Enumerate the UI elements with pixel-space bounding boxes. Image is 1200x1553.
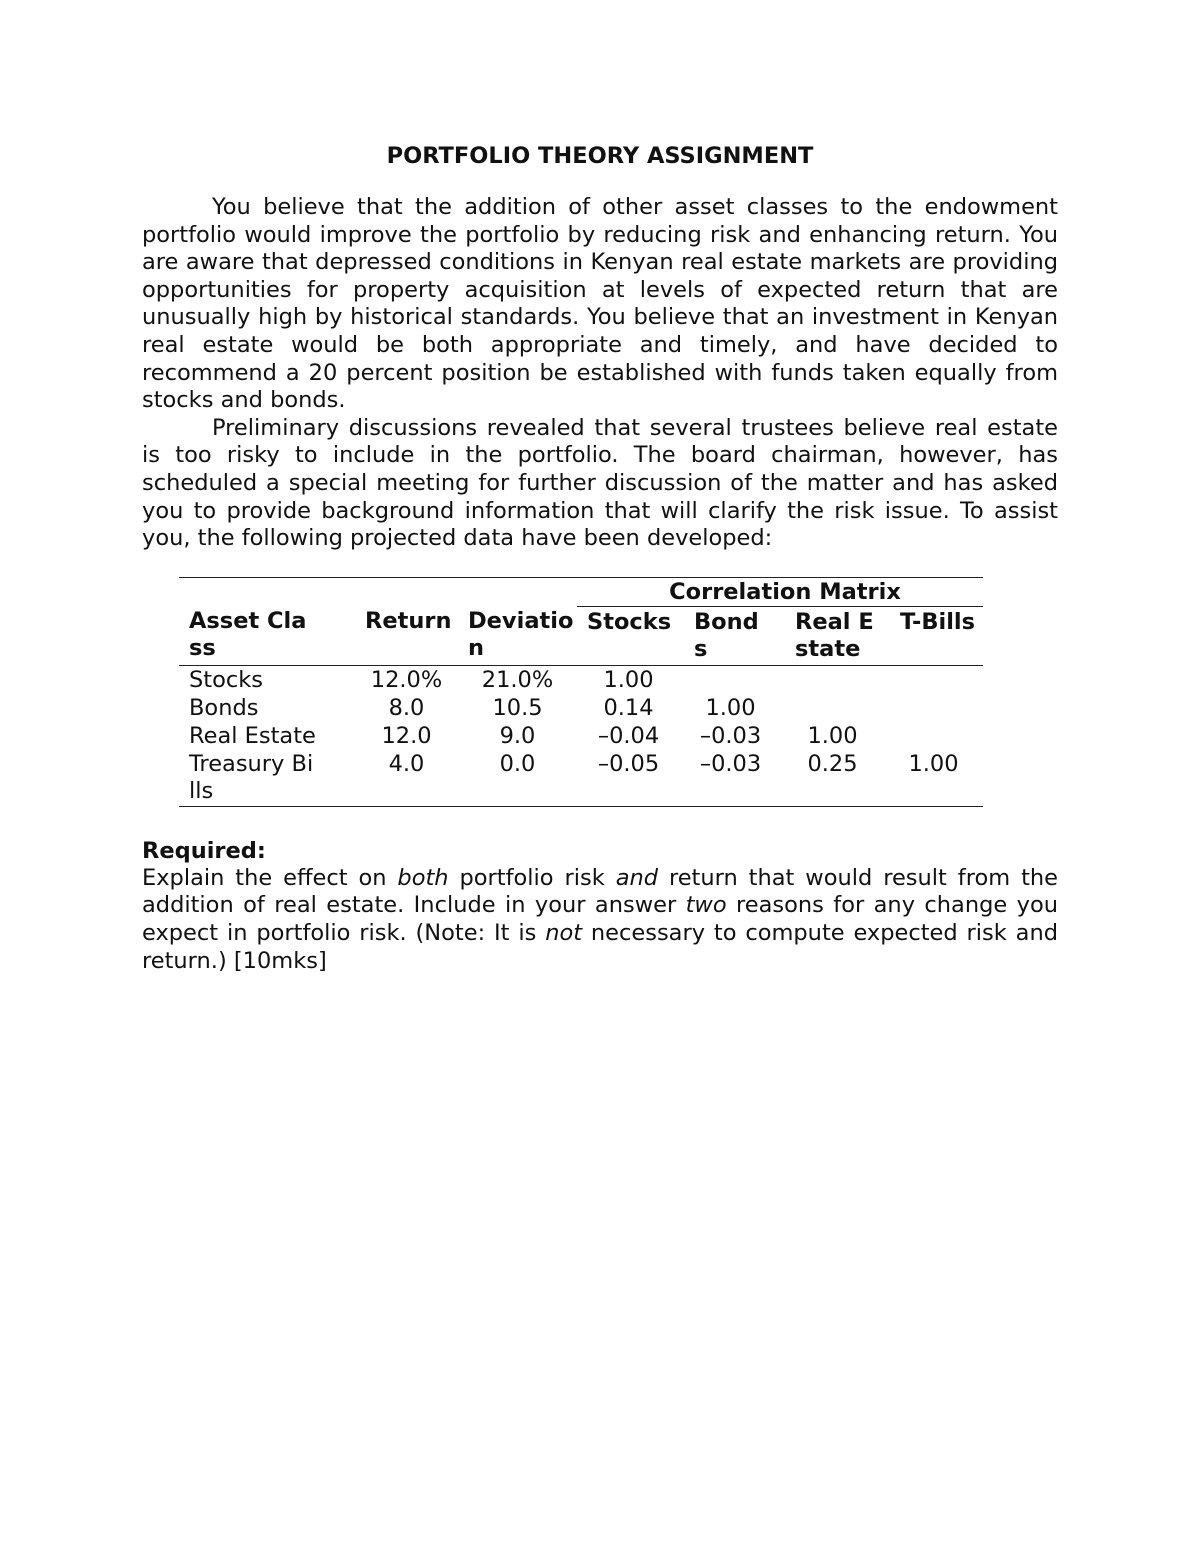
cell-corr-real-estate: 0.25 — [781, 750, 884, 807]
table-group-header-row — [179, 578, 983, 607]
projected-data-table — [179, 577, 983, 807]
cell-return: 8.0 — [388, 694, 425, 721]
cell-corr-bonds: 1.00 — [705, 694, 756, 721]
cell-corr-t-bills: 1.00 — [884, 750, 983, 807]
cell-corr-bonds — [680, 665, 781, 694]
cell-deviation: 21.0% — [481, 666, 554, 693]
question-text: portfolio risk — [448, 864, 616, 891]
correlation-matrix-header: Correlation Matrix — [577, 578, 983, 607]
required-question — [142, 865, 1058, 975]
question-text: return that would result from the addition of real estate. Include in your answer — [142, 864, 1058, 919]
projected-data-table-wrapper — [179, 577, 983, 807]
question-text: necessary to compute expected risk and return.) [10mks] — [142, 919, 1058, 974]
column-header-asset-class: Asset Class — [179, 606, 355, 665]
cell-corr-real-estate: 1.00 — [807, 722, 858, 749]
cell-corr-stocks: 0.14 — [603, 694, 654, 721]
column-header-real-estate: Real Estate — [781, 606, 884, 665]
cell-asset: Stocks — [189, 666, 263, 693]
column-header-stocks: Stocks — [577, 606, 680, 665]
column-header-return: Return — [355, 606, 458, 665]
table-row — [179, 722, 983, 750]
question-text: Explain the effect on — [142, 864, 398, 891]
table-row — [179, 750, 983, 807]
cell-corr-stocks: –0.05 — [577, 750, 680, 807]
paragraph-discussion: Preliminary discussions revealed that several trustees believe real estate is too risky to include in the portfolio. The board chairman, however, has scheduled a special meeting for further discussion of the matter and has asked you to provide background information that will clarify the risk issue. To assist you, the following projected data have been developed: — [142, 414, 1058, 552]
paragraph-intro: You believe that the addition of other asset classes to the endowment portfolio would improve the portfolio by reducing risk and enhancing return. You are aware that depressed conditions in Kenyan real estate markets are providing opportunities for property acquisition at levels of expected return that are unusually high by historical standards. You believe that an investment in Kenyan real estate would be both appropriate and timely, and have decided to recommend a 20 percent position be established with funds taken equally from stocks and bonds. — [142, 194, 1058, 414]
cell-deviation: 9.0 — [499, 722, 536, 749]
cell-asset: Treasury Bills — [179, 750, 355, 807]
emphasis-and: and — [615, 864, 659, 891]
cell-corr-real-estate — [781, 694, 884, 722]
table-row — [179, 665, 983, 694]
emphasis-not: not — [545, 919, 583, 946]
document-page — [142, 140, 1058, 975]
table-column-header-row — [179, 606, 983, 665]
cell-corr-bonds: –0.03 — [699, 722, 762, 749]
emphasis-both: both — [397, 864, 449, 891]
question-text: reasons for any change you expect in portfolio risk. (Note: It is — [142, 892, 1058, 946]
table-row — [179, 694, 983, 722]
cell-corr-t-bills — [884, 694, 983, 722]
cell-return: 4.0 — [355, 750, 458, 807]
cell-asset: Real Estate — [189, 722, 316, 749]
cell-corr-t-bills — [884, 722, 983, 750]
required-label: Required: — [142, 837, 266, 864]
column-header-bonds: Bonds — [680, 606, 781, 665]
cell-corr-real-estate — [781, 665, 884, 694]
cell-corr-stocks: 1.00 — [603, 666, 654, 693]
cell-deviation: 10.5 — [492, 694, 543, 721]
cell-asset: Bonds — [189, 694, 259, 721]
cell-corr-bonds: –0.03 — [680, 750, 781, 807]
emphasis-two: two — [685, 892, 727, 919]
cell-corr-stocks: –0.04 — [597, 722, 660, 749]
column-header-deviation: Deviation — [458, 606, 577, 665]
cell-corr-t-bills — [884, 665, 983, 694]
column-header-t-bills: T-Bills — [884, 606, 983, 665]
cell-return: 12.0% — [370, 666, 443, 693]
document-title: PORTFOLIO THEORY ASSIGNMENT — [386, 143, 814, 169]
cell-return: 12.0 — [381, 722, 432, 749]
cell-deviation: 0.0 — [458, 750, 577, 807]
